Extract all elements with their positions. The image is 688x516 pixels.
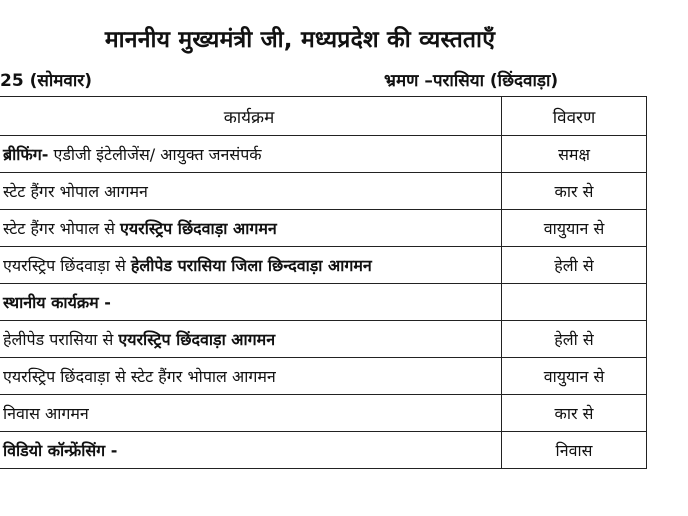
program-text: एयरस्ट्रिप छिंदवाड़ा से स्टेट हैंगर भोपाल आगमन bbox=[3, 367, 276, 386]
program-text: एयरस्ट्रिप छिंदवाड़ा से bbox=[3, 256, 131, 275]
program-bold: स्थानीय कार्यक्रम - bbox=[3, 293, 111, 312]
row-program bbox=[0, 395, 502, 432]
row-program bbox=[0, 284, 502, 321]
row-program bbox=[0, 432, 502, 469]
program-text: एडीजी इंटेलीजेंस/ आयुक्त जनसंपर्क bbox=[48, 145, 262, 164]
row-program bbox=[0, 247, 502, 284]
row-program bbox=[0, 136, 502, 173]
row-detail: हेली से bbox=[502, 247, 647, 284]
row-detail: वायुयान से bbox=[502, 210, 647, 247]
column-header-program: कार्यक्रम bbox=[0, 97, 502, 136]
table-row bbox=[0, 358, 647, 395]
row-detail: कार से bbox=[502, 173, 647, 210]
program-text: स्टेट हैंगर भोपाल से bbox=[3, 219, 121, 238]
row-program bbox=[0, 358, 502, 395]
table-row bbox=[0, 210, 647, 247]
row-detail: हेली से bbox=[502, 321, 647, 358]
row-detail: कार से bbox=[502, 395, 647, 432]
row-detail: समक्ष bbox=[502, 136, 647, 173]
schedule-table bbox=[0, 96, 647, 469]
row-detail: निवास bbox=[502, 432, 647, 469]
table-header-row bbox=[0, 97, 647, 136]
table-row bbox=[0, 173, 647, 210]
program-text: हेलीपेड परासिया से bbox=[3, 330, 119, 349]
schedule-date: 25 (सोमवार) bbox=[0, 71, 92, 91]
table-row bbox=[0, 284, 647, 321]
program-bold-suffix: हेलीपेड परासिया जिला छिन्दवाड़ा आगमन bbox=[130, 256, 372, 275]
row-detail bbox=[502, 284, 647, 321]
page-title: माननीय मुख्यमंत्री जी, मध्यप्रदेश की व्यस्तताएँ bbox=[104, 27, 496, 53]
table-row bbox=[0, 395, 647, 432]
table-row bbox=[0, 247, 647, 284]
row-program bbox=[0, 210, 502, 247]
program-bold: ब्रीफिंग- bbox=[3, 145, 49, 164]
program-bold-suffix: एयरस्ट्रिप छिंदवाड़ा आगमन bbox=[120, 219, 277, 238]
column-header-detail: विवरण bbox=[502, 97, 647, 136]
program-text: निवास आगमन bbox=[3, 404, 89, 423]
tour-location: भ्रमण –परासिया (छिंदवाड़ा) bbox=[384, 71, 559, 91]
table-row bbox=[0, 136, 647, 173]
program-text: स्टेट हैंगर भोपाल आगमन bbox=[3, 182, 148, 201]
table-row bbox=[0, 321, 647, 358]
row-program bbox=[0, 321, 502, 358]
row-detail: वायुयान से bbox=[502, 358, 647, 395]
table-row bbox=[0, 432, 647, 469]
row-program bbox=[0, 173, 502, 210]
program-bold: विडियो कॉन्फ्रेंसिंग - bbox=[3, 441, 118, 460]
program-bold-suffix: एयरस्ट्रिप छिंदवाड़ा आगमन bbox=[118, 330, 276, 349]
